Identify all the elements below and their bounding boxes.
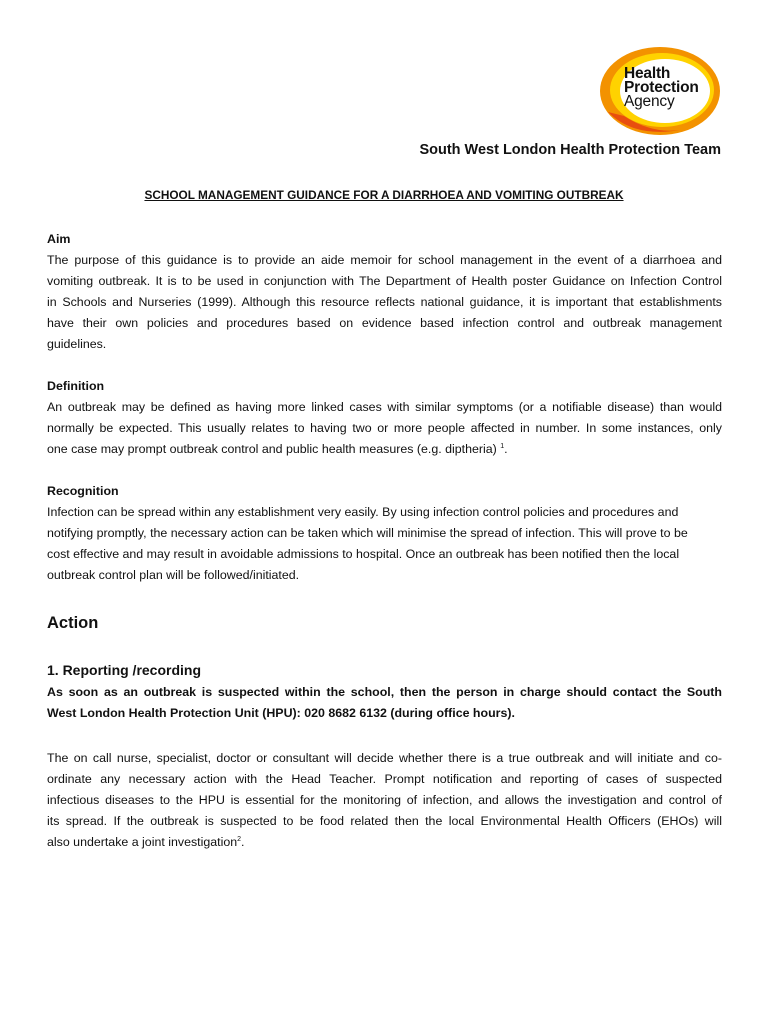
- aim-line: have their own policies and procedures based on evidence based infection control and outbreak management: [47, 316, 722, 330]
- footnote-ref-1: 1: [500, 442, 505, 450]
- definition-end: .: [504, 442, 508, 456]
- aim-line: in Schools and Nurseries (1999). Although this resource reflects national guidance, it is important that establishments: [47, 295, 722, 309]
- logo-text: [624, 67, 699, 109]
- aim-line: vomiting outbreak. It is to be used in conjunction with The Department of Health poster Guidance on Infection Control: [47, 274, 722, 288]
- aim-heading: Aim: [47, 232, 71, 246]
- reporting-contact-line: As soon as an outbreak is suspected within the school, then the person in charge should contact the South: [47, 685, 722, 699]
- team-name: South West London Health Protection Team: [419, 142, 721, 158]
- recognition-heading: Recognition: [47, 484, 119, 498]
- reporting-contact-line: West London Health Protection Unit (HPU): 020 8682 6132 (during office hours).: [47, 706, 515, 720]
- recognition-line: notifying promptly, the necessary action can be taken which will minimise the spread of infection. This will prove to be: [47, 526, 688, 540]
- reporting-line: The on call nurse, specialist, doctor or consultant will decide whether there is a true outbreak and will initiate and co-: [47, 751, 722, 765]
- reporting-line-last: [47, 832, 722, 853]
- recognition-line: outbreak control plan will be followed/initiated.: [47, 568, 300, 582]
- logo-line-agency: Agency: [624, 93, 675, 110]
- reporting-line: its spread. If the outbreak is suspected to be food related then the local Environmental Health Officers (EHOs) will: [47, 814, 722, 828]
- document-title: [0, 188, 768, 202]
- definition-text: one case may prompt outbreak control and public health measures (e.g. diptheria): [47, 442, 501, 456]
- reporting-end: .: [241, 835, 245, 849]
- reporting-line: ordinate any necessary action with the Head Teacher. Prompt notification and reporting of cases of suspected: [47, 772, 722, 786]
- footnote-ref-2: 2: [237, 835, 242, 843]
- definition-heading: Definition: [47, 379, 105, 393]
- aim-line: guidelines.: [47, 337, 107, 351]
- recognition-line: Infection can be spread within any establishment very easily. By using infection control policies and procedures and: [47, 505, 679, 519]
- reporting-text: also undertake a joint investigation: [47, 835, 238, 849]
- logo-line-health: Health: [624, 65, 671, 82]
- hpa-logo: [594, 42, 724, 138]
- recognition-line: cost effective and may result in avoidable admissions to hospital. Once an outbreak has been notified then the local: [47, 547, 680, 561]
- logo-line-protection: Protection: [624, 79, 699, 96]
- document-title-text: SCHOOL MANAGEMENT GUIDANCE FOR A DIARRHOEA AND VOMITING OUTBREAK: [144, 188, 624, 202]
- aim-line: The purpose of this guidance is to provide an aide memoir for school management in the event of a diarrhoea and: [47, 253, 722, 267]
- document-body: [47, 229, 722, 853]
- reporting-subheading: 1. Reporting /recording: [47, 662, 202, 678]
- definition-line: normally be expected. This usually relates to having two or more people affected in number. In some instances, only: [47, 421, 722, 435]
- definition-line: An outbreak may be defined as having more linked cases with similar symptoms (or a notifiable disease) than would: [47, 400, 722, 414]
- reporting-line: infectious diseases to the HPU is essential for the monitoring of infection, and allows the investigation and control of: [47, 793, 722, 807]
- action-heading: Action: [47, 614, 99, 632]
- definition-line-last: [47, 439, 722, 460]
